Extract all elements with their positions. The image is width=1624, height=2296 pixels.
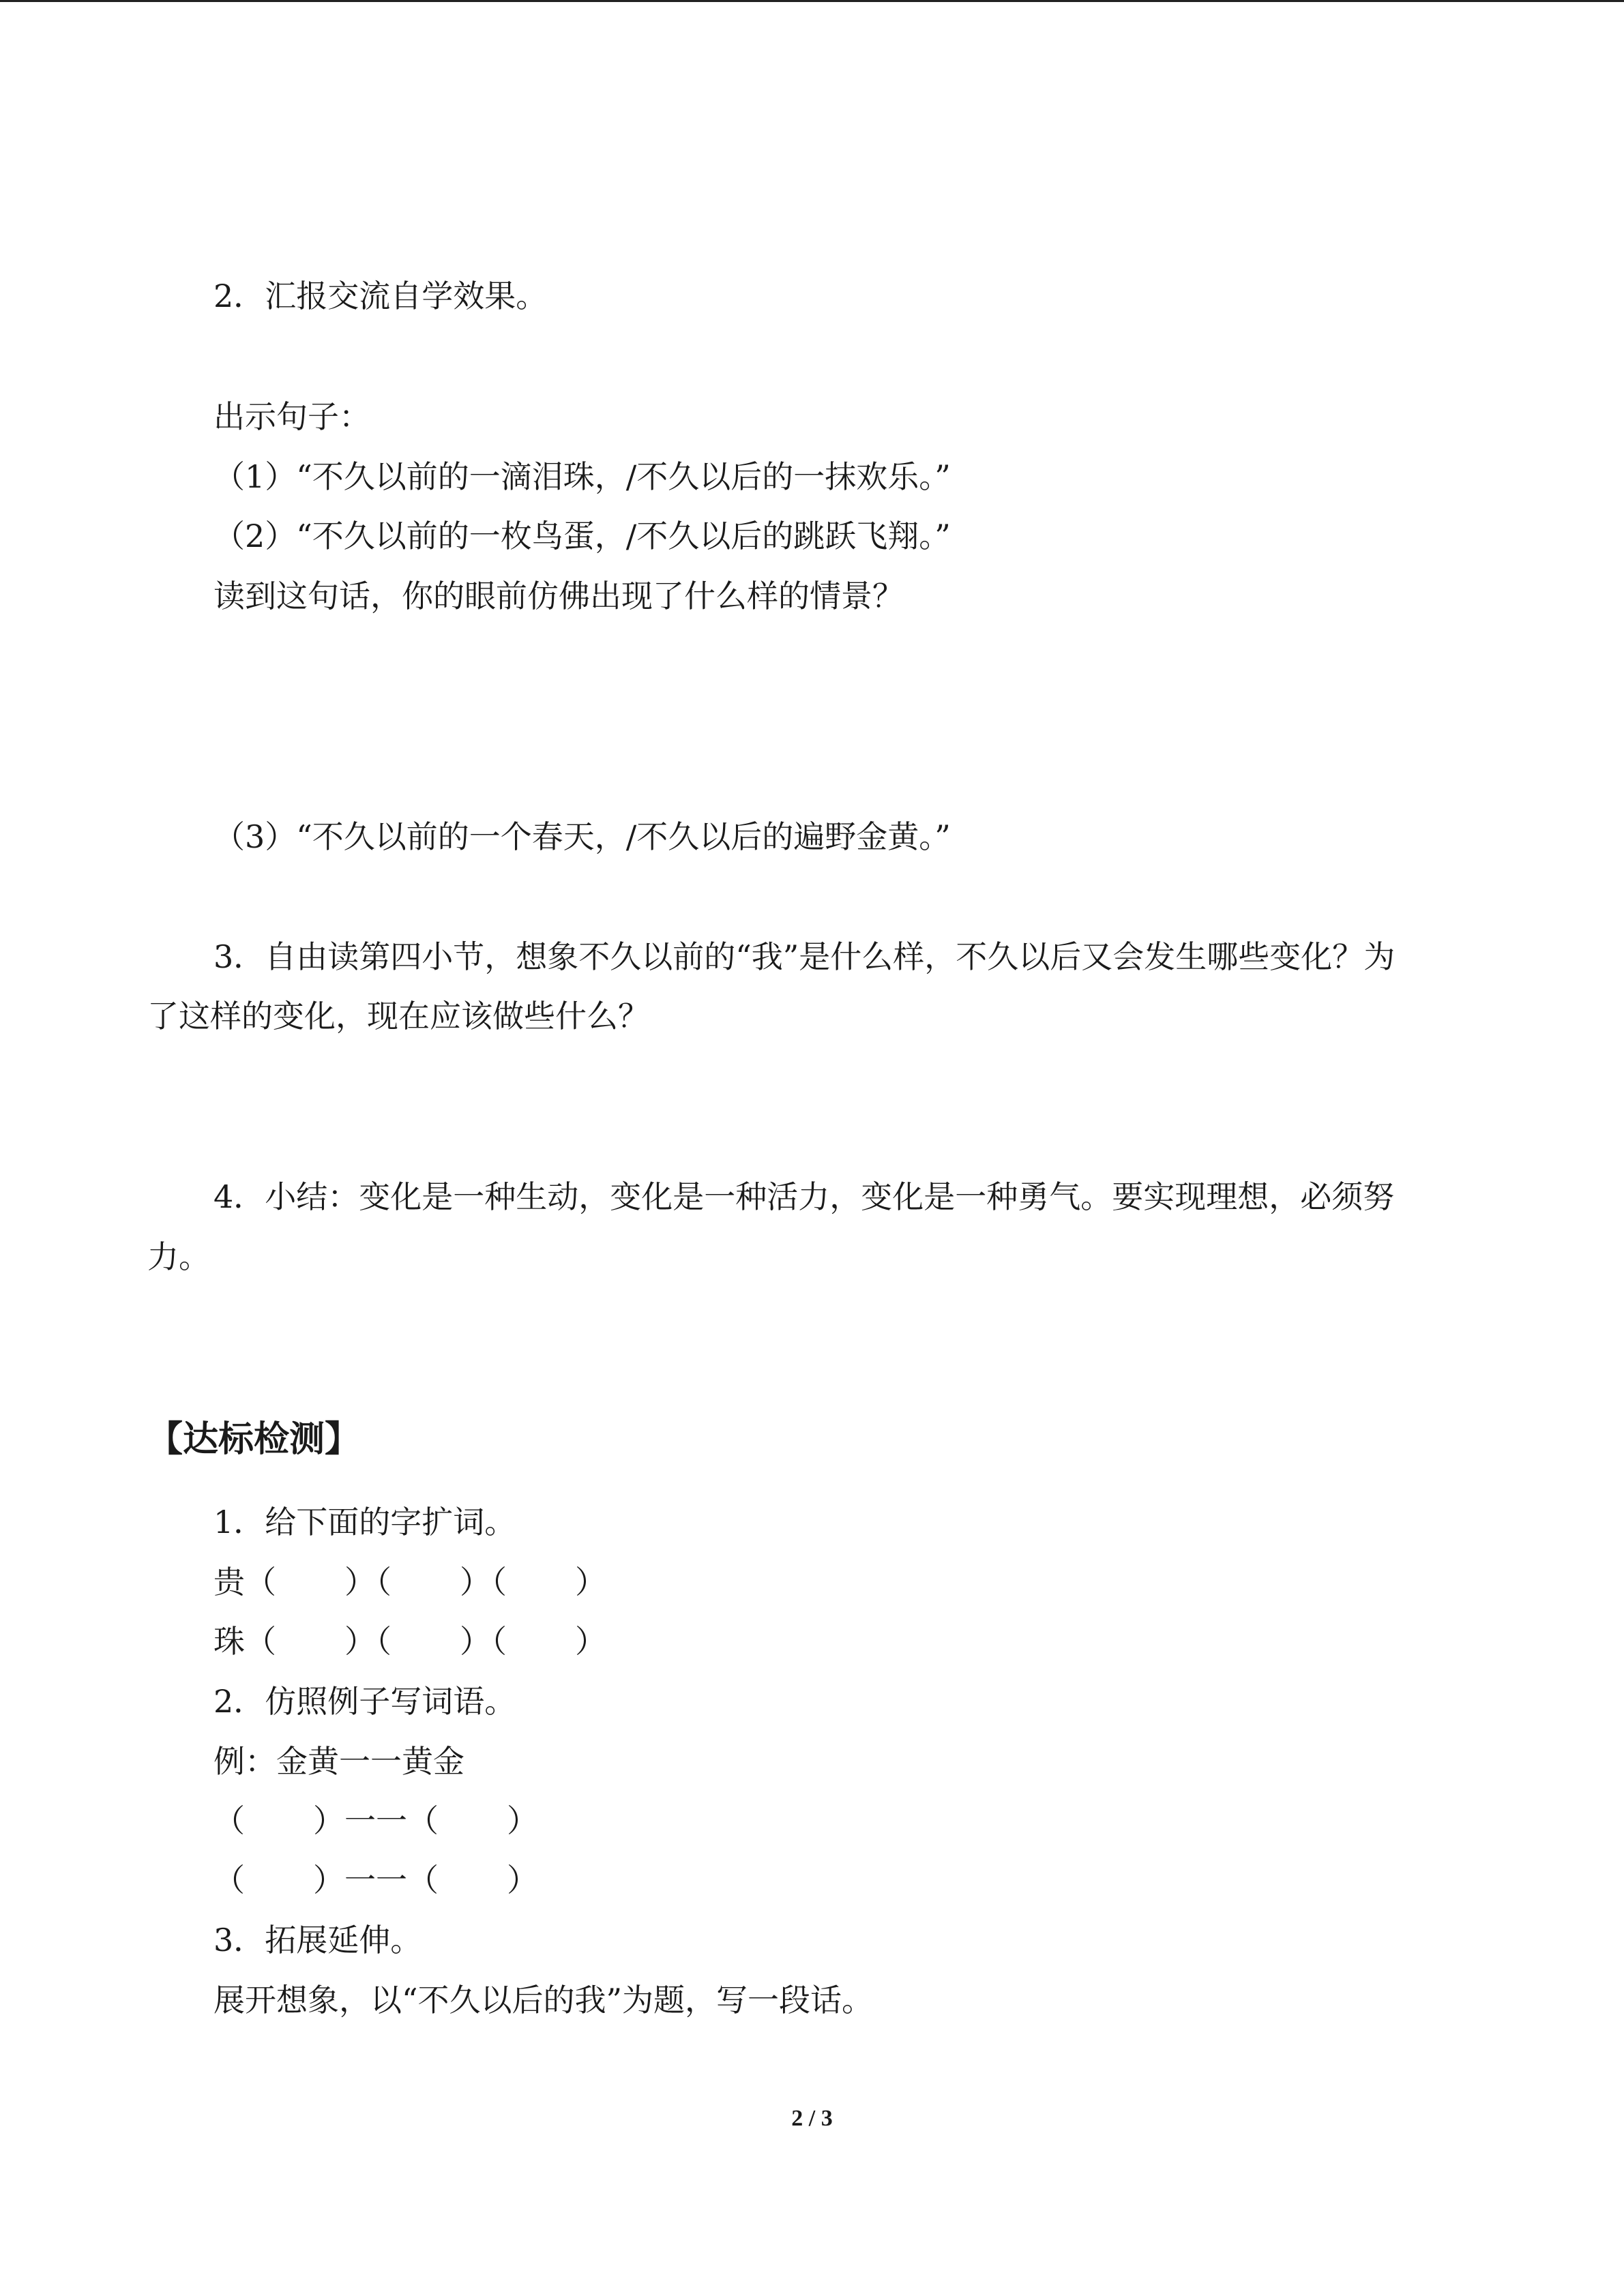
question-3: 3．拓展延伸。 — [213, 1922, 422, 1958]
blank-field[interactable]: （ ） — [245, 1564, 376, 1600]
item-4-line-2: 力。 — [147, 1238, 210, 1275]
writing-prompt: 展开想象，以“不久以后的我”为题，写一段话。 — [213, 1982, 874, 2018]
blank-field[interactable]: （ ） — [376, 1564, 491, 1600]
blank-field[interactable]: （ ） — [245, 1623, 376, 1660]
blank-field[interactable]: （ ） — [407, 1802, 538, 1839]
item-2-report: 2．汇报交流自学效果。 — [213, 278, 548, 314]
blank-field[interactable]: （ ） — [491, 1623, 606, 1660]
blank-field[interactable]: （ ） — [491, 1564, 606, 1600]
dash-separator: 一一 — [344, 1862, 407, 1898]
blank-field[interactable]: （ ） — [213, 1802, 344, 1839]
blank-field[interactable]: （ ） — [407, 1862, 538, 1898]
section-heading: 【达标检测】 — [147, 1418, 361, 1460]
page-number: 2 / 3 — [791, 2106, 833, 2131]
example-line: 例：金黄一一黄金 — [213, 1743, 464, 1780]
dash-separator: 一一 — [344, 1802, 407, 1839]
sentence-1: （1）“不久以前的一滴泪珠，/不久以后的一抹欢乐。” — [213, 458, 951, 495]
fill-row-gui — [213, 1562, 606, 1602]
char-zhu: 珠 — [213, 1623, 245, 1660]
item-3-line-1: 3．自由读第四小节，想象不久以前的“我”是什么样，不久以后又会发生哪些变化？为 — [213, 938, 1396, 975]
question-2: 2．仿照例子写词语。 — [213, 1683, 516, 1720]
fill-row-zhu — [213, 1621, 606, 1662]
item-4-line-1: 4．小结：变化是一种生动，变化是一种活力，变化是一种勇气。要实现理想，必须努 — [213, 1178, 1395, 1215]
scene-question: 读到这句话，你的眼前仿佛出现了什么样的情景？ — [213, 578, 904, 614]
item-3-line-2: 了这样的变化，现在应该做些什么？ — [147, 998, 649, 1034]
question-1: 1．给下面的字扩词。 — [213, 1504, 516, 1540]
show-sentences-label: 出示句子： — [213, 398, 370, 435]
word-pair-row — [213, 1800, 538, 1841]
sentence-2: （2）“不久以前的一枚鸟蛋，/不久以后的跳跃飞翔。” — [213, 518, 951, 554]
top-border — [0, 0, 1624, 2]
sentence-3: （3）“不久以前的一个春天，/不久以后的遍野金黄。” — [213, 818, 951, 855]
blank-field[interactable]: （ ） — [213, 1862, 344, 1898]
word-pair-row — [213, 1860, 538, 1900]
char-gui: 贵 — [213, 1564, 245, 1600]
blank-field[interactable]: （ ） — [376, 1623, 491, 1660]
